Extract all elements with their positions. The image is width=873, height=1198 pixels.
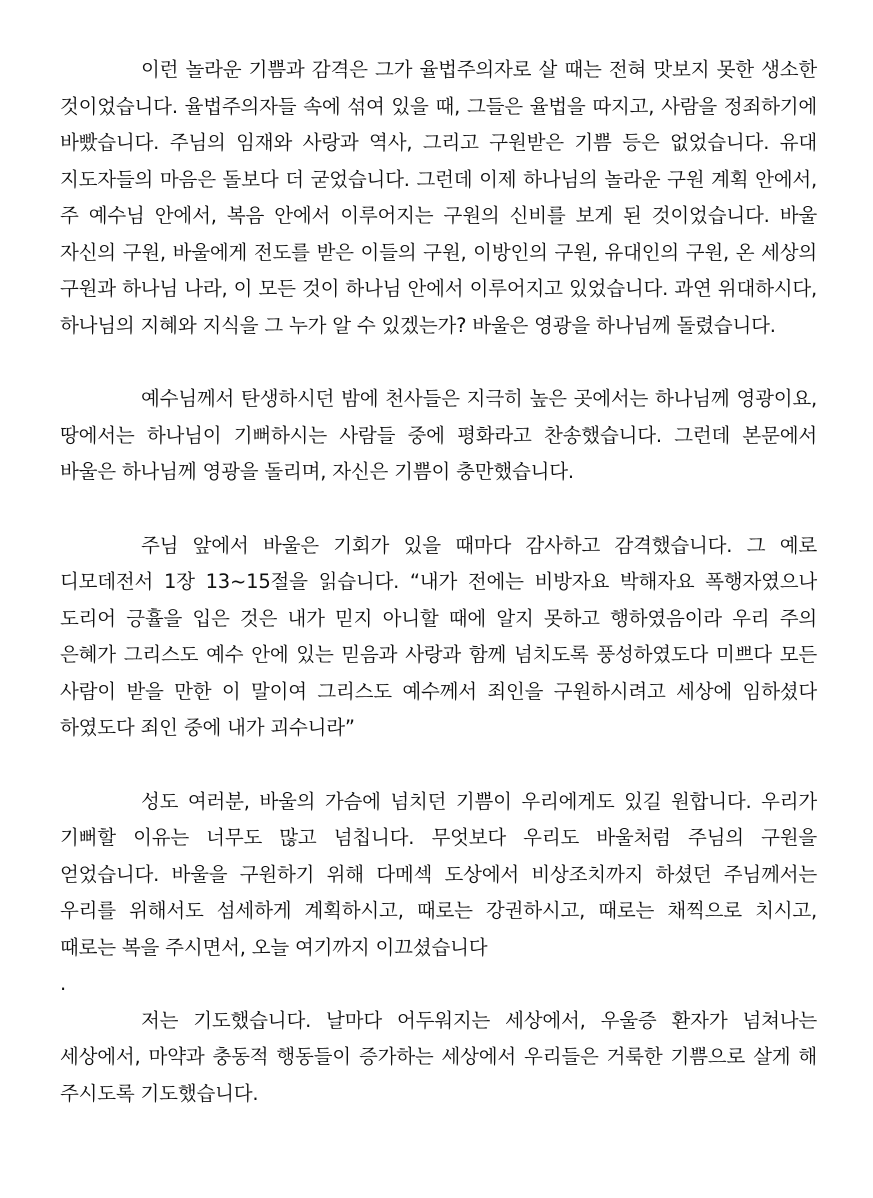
stray-period: . [60,972,67,995]
paragraph-joy-of-salvation: 이런 놀라운 기쁨과 감격은 그가 율법주의자로 살 때는 전혀 맛보지 못한 생소한 것이었습니다. 율법주의자들 속에 섞여 있을 때, 그들은 율법을 따지고, 사람을 정죄하기에 바빴습니다. 주님의 임재와 사랑과 역사, 그리고 구원받은 기쁨 등은 없었습니다. 유대 지도자들의 마음은 돌보다 더 굳었습니다. 그런데 이제 하나님의 놀라운 구원 계획 안에서, 주 예수님 안에서, 복음 안에서 이루어지는 구원의 신비를 보게 된 것이었습니다. 바울 자신의 구원, 바울에게 전도를 받은 이들의 구원, 이방인의 구원, 유대인의 구원, 온 세상의 구원과 하나님 나라, 이 모든 것이 하나님 안에서 이루어지고 있었습니다. 과연 위대하시다, 하나님의 지혜와 지식을 그 누가 알 수 있겠는가? 바울은 영광을 하나님께 돌렸습니다. [60,58,817,337]
paragraph-angels-praise: 예수님께서 탄생하시던 밤에 천사들은 지극히 높은 곳에서는 하나님께 영광이요, 땅에서는 하나님이 기뻐하시는 사람들 중에 평화라고 찬송했습니다. 그런데 본문에서 바울은 하나님께 영광을 돌리며, 자신은 기쁨이 충만했습니다. [60,387,817,483]
document-page [60,52,817,1112]
paragraph-saints-joy: 성도 여러분, 바울의 가슴에 넘치던 기쁨이 우리에게도 있길 원합니다. 우리가 기뻐할 이유는 너무도 많고 넘칩니다. 무엇보다 우리도 바울처럼 주님의 구원을 얻었습니다. 바울을 구원하기 위해 다메섹 도상에서 비상조치까지 하셨던 주님께서는 우리를 위해서도 섬세하게 계획하시고, 때로는 강권하시고, 때로는 채찍으로 치시고, 때로는 복을 주시면서, 오늘 여기까지 이끄셨습니다 [60,789,817,959]
paragraph-timothy-quote: 주님 앞에서 바울은 기회가 있을 때마다 감사하고 감격했습니다. 그 예로 디모데전서 1장 13~15절을 읽습니다. “내가 전에는 비방자요 박해자요 폭행자였으나 도리어 긍휼을 입은 것은 내가 믿지 아니할 때에 알지 못하고 행하였음이라 우리 주의 은혜가 그리스도 예수 안에 있는 믿음과 사랑과 함께 넘치도록 풍성하였도다 미쁘다 모든 사람이 받을 만한 이 말이여 그리스도 예수께서 죄인을 구원하시려고 세상에 임하셨다 하였도다 죄인 중에 내가 괴수니라” [60,533,818,739]
paragraph-prayer: 저는 기도했습니다. 날마다 어두워지는 세상에서, 우울증 환자가 넘쳐나는 세상에서, 마약과 충동적 행동들이 증가하는 세상에서 우리들은 거룩한 기쁨으로 살게 해 주시도록 기도했습니다. [60,1008,817,1105]
